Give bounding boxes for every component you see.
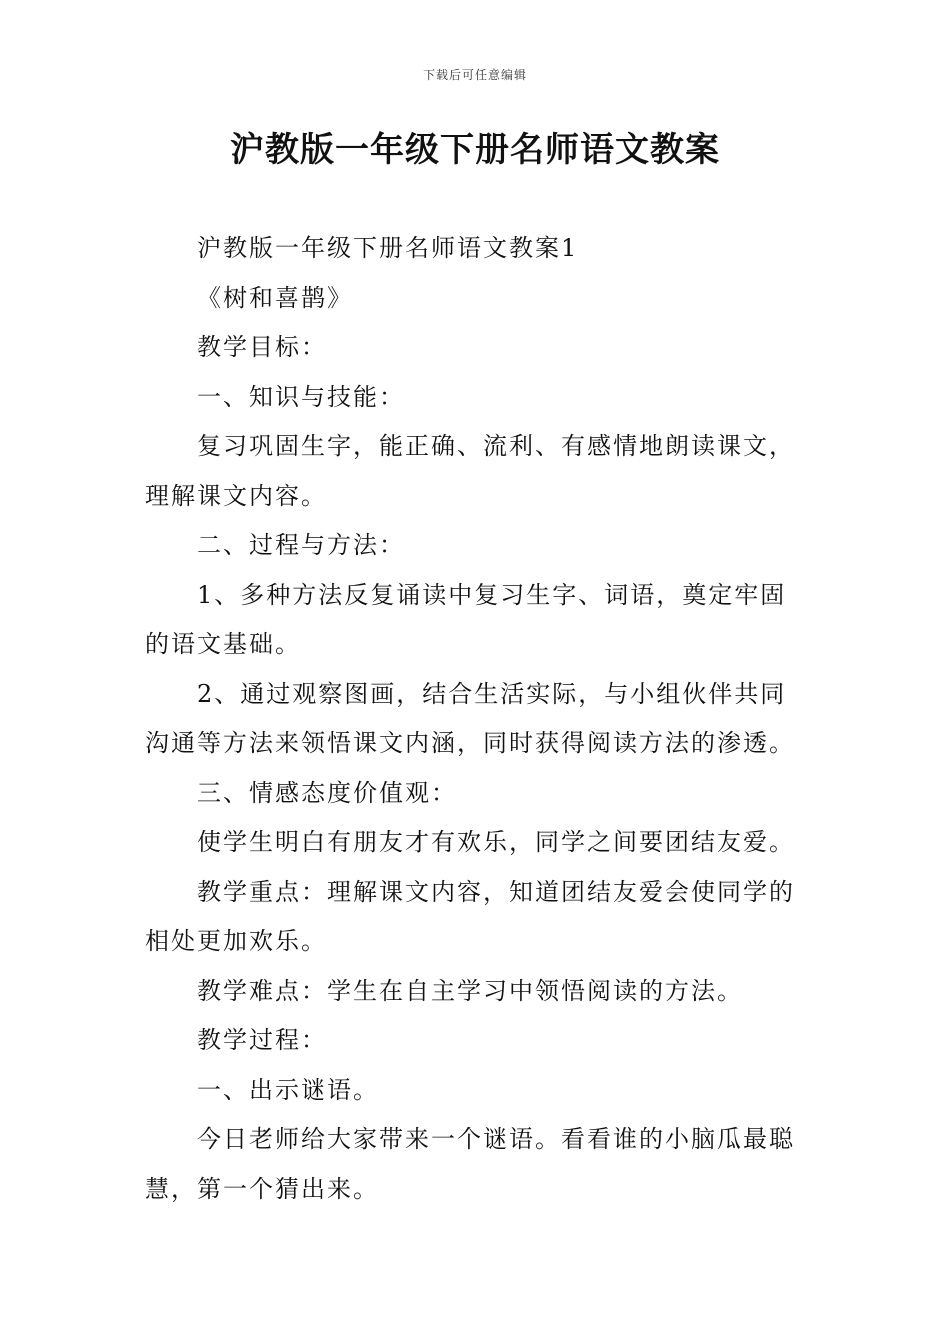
paragraph-difficult-point: 教学难点：学生在自主学习中领悟阅读的方法。 [197, 976, 743, 1005]
paragraph-process-item-1: 1、多种方法反复诵读中复习生字、词语，奠定牢固的语文基础。 [145, 580, 787, 658]
paragraph-values-text: 使学生明白有朋友才有欢乐，同学之间要团结友爱。 [197, 828, 795, 856]
paragraph-objectives-heading: 教学目标： [197, 333, 327, 361]
paragraph-knowledge-heading: 一、知识与技能： [197, 382, 405, 411]
paragraph-values-heading: 三、情感态度价值观： [197, 778, 457, 807]
paragraph-step-1-text: 今日老师给大家带来一个谜语。看看谁的小脑瓜最聪慧，第一个猜出来。 [145, 1125, 795, 1203]
document-title: 沪教版一年级下册名师语文教案 [230, 130, 720, 170]
paragraph-process-item-2: 2、通过观察图画，结合生活实际，与小组伙伴共同沟通等方法来领悟课文内涵，同时获得阅读方法的渗透。 [145, 679, 795, 757]
document-body [145, 224, 810, 1214]
paragraph-key-point: 教学重点：理解课文内容，知道团结友爱会使同学的相处更加欢乐。 [145, 877, 795, 955]
paragraph-process-heading: 二、过程与方法： [197, 531, 405, 559]
paragraph-lesson-heading: 沪教版一年级下册名师语文教案1 [197, 234, 579, 262]
paragraph-knowledge-text: 复习巩固生字，能正确、流利、有感情地朗读课文，理解课文内容。 [145, 432, 795, 510]
paragraph-text-title: 《树和喜鹊》 [197, 283, 353, 312]
header-note: 下载后可任意编辑 [422, 68, 527, 82]
paragraph-step-1-heading: 一、出示谜语。 [197, 1075, 379, 1104]
paragraph-procedure-heading: 教学过程： [197, 1026, 327, 1054]
